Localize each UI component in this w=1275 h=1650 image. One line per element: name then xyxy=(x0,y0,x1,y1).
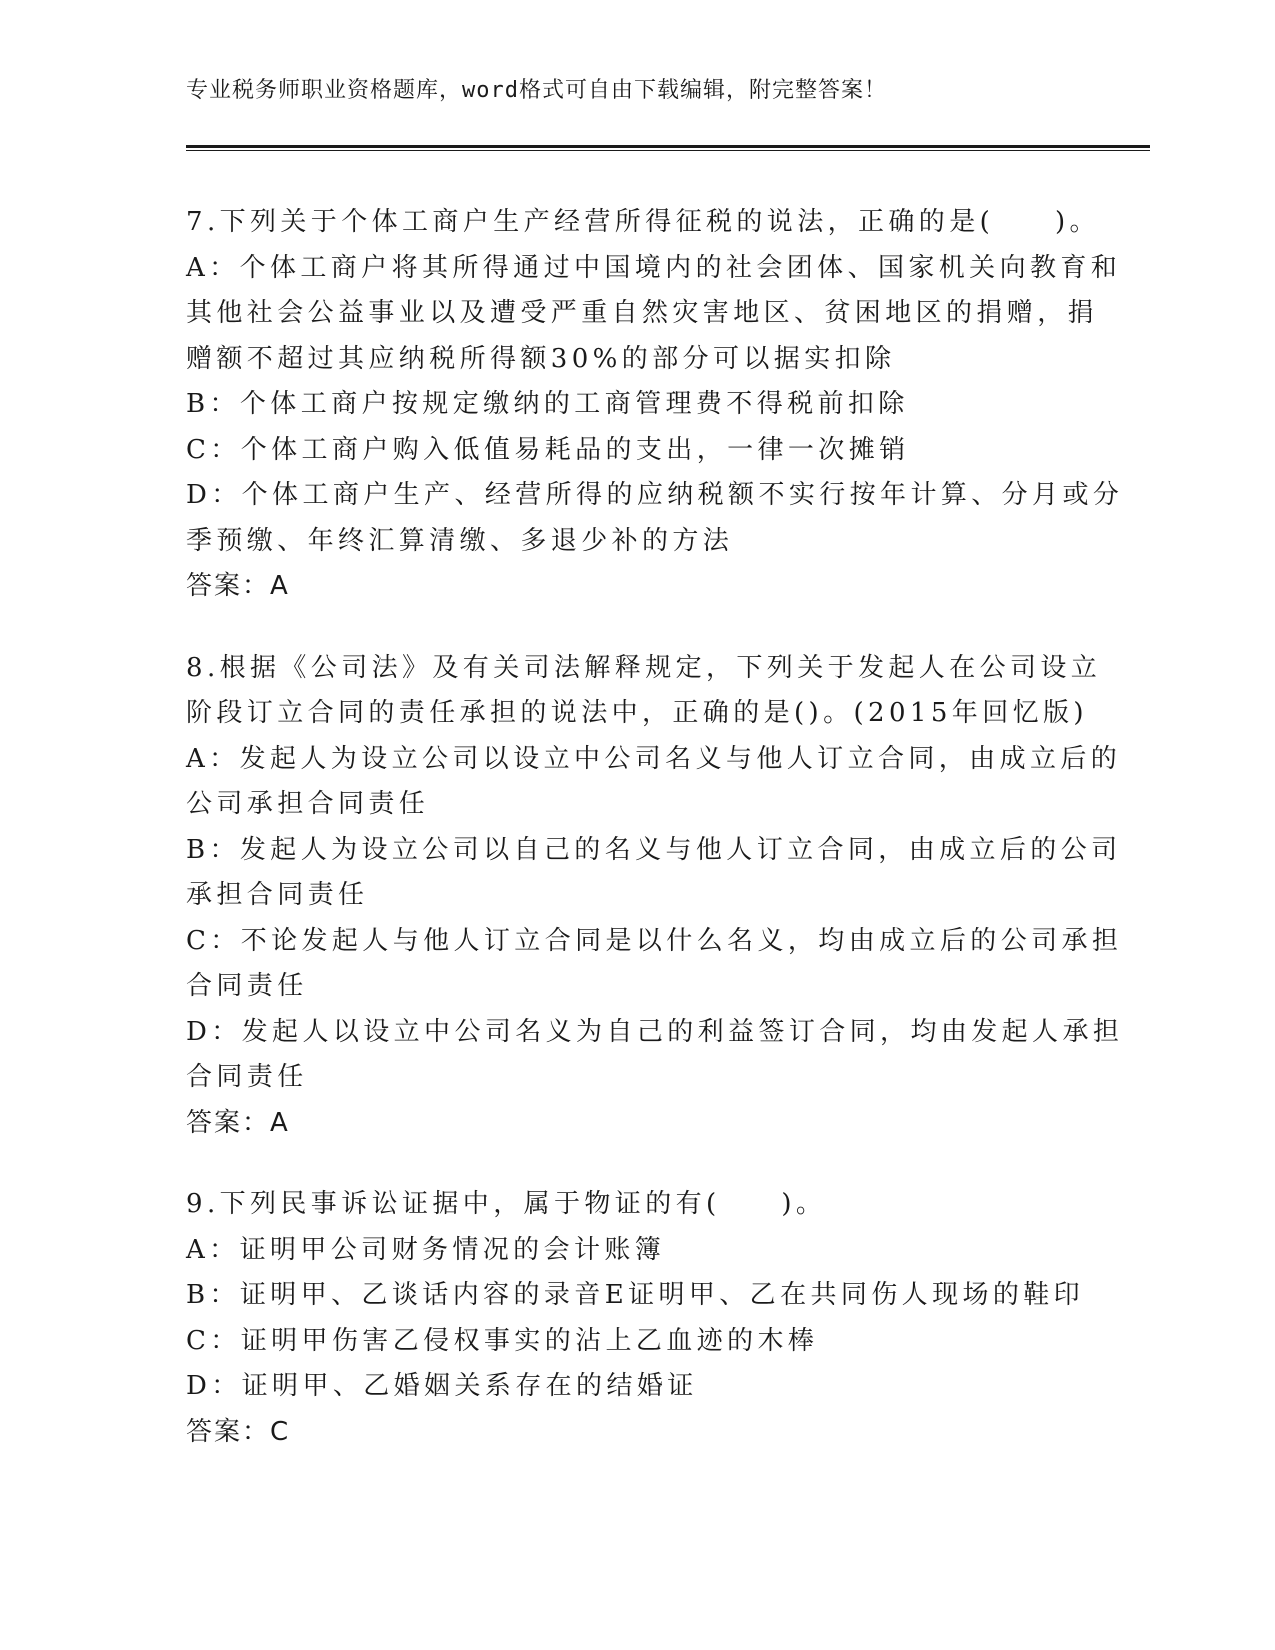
option-c: C：不论发起人与他人订立合同是以什么名义，均由成立后的公司承担 xyxy=(186,925,1123,956)
option-b: B：个体工商户按规定缴纳的工商管理费不得税前扣除 xyxy=(186,389,909,419)
option-a: A：证明甲公司财务情况的会计账簿 xyxy=(186,1234,666,1265)
question-stem: 7.下列关于个体工商户生产经营所得征税的说法，正确的是( )。 xyxy=(186,207,1100,237)
option-d-cont: 合同责任 xyxy=(186,1062,308,1092)
option-d: D：发起人以设立中公司名义为自己的利益签订合同，均由发起人承担 xyxy=(186,1016,1124,1047)
answer: 答案：C xyxy=(186,1416,291,1447)
option-a: A：发起人为设立公司以设立中公司名义与他人订立合同，由成立后的 xyxy=(186,743,1122,774)
header-divider xyxy=(186,145,1150,148)
question-list xyxy=(186,200,1124,1491)
question-8 xyxy=(186,646,1124,1147)
option-b-cont: 承担合同责任 xyxy=(186,880,369,910)
option-c-cont: 合同责任 xyxy=(186,971,308,1001)
option-a-cont: 其他社会公益事业以及遭受严重自然灾害地区、贫困地区的捐赠，捐 xyxy=(186,298,1099,328)
option-b: B：发起人为设立公司以自己的名义与他人订立合同，由成立后的公司 xyxy=(186,834,1122,865)
option-d: D：个体工商户生产、经营所得的应纳税额不实行按年计算、分月或分 xyxy=(186,480,1124,510)
option-d-cont: 季预缴、年终汇算清缴、多退少补的方法 xyxy=(186,525,734,556)
option-a: A：个体工商户将其所得通过中国境内的社会团体、国家机关向教育和 xyxy=(186,252,1122,283)
page-header: 专业税务师职业资格题库，word格式可自由下载编辑，附完整答案！ xyxy=(186,78,887,103)
question-stem: 9.下列民事诉讼证据中，属于物证的有( )。 xyxy=(186,1189,827,1219)
option-a-cont: 赠额不超过其应纳税所得额30%的部分可以据实扣除 xyxy=(186,343,896,374)
option-a-cont: 公司承担合同责任 xyxy=(186,789,430,819)
option-c: C：个体工商户购入低值易耗品的支出，一律一次摊销 xyxy=(186,434,910,465)
answer: 答案：A xyxy=(186,1107,290,1138)
question-stem-cont: 阶段订立合同的责任承担的说法中，正确的是()。(2015年回忆版) xyxy=(186,698,1088,728)
answer: 答案：A xyxy=(186,571,290,601)
question-7 xyxy=(186,200,1124,610)
question-stem: 8.根据《公司法》及有关司法解释规定，下列关于发起人在公司设立 xyxy=(186,652,1102,683)
option-d: D：证明甲、乙婚姻关系存在的结婚证 xyxy=(186,1371,698,1401)
question-9 xyxy=(186,1182,1086,1455)
option-c: C：证明甲伤害乙侵权事实的沾上乙血迹的木棒 xyxy=(186,1325,819,1356)
option-b: B：证明甲、乙谈话内容的录音E证明甲、乙在共同伤人现场的鞋印 xyxy=(186,1280,1085,1310)
